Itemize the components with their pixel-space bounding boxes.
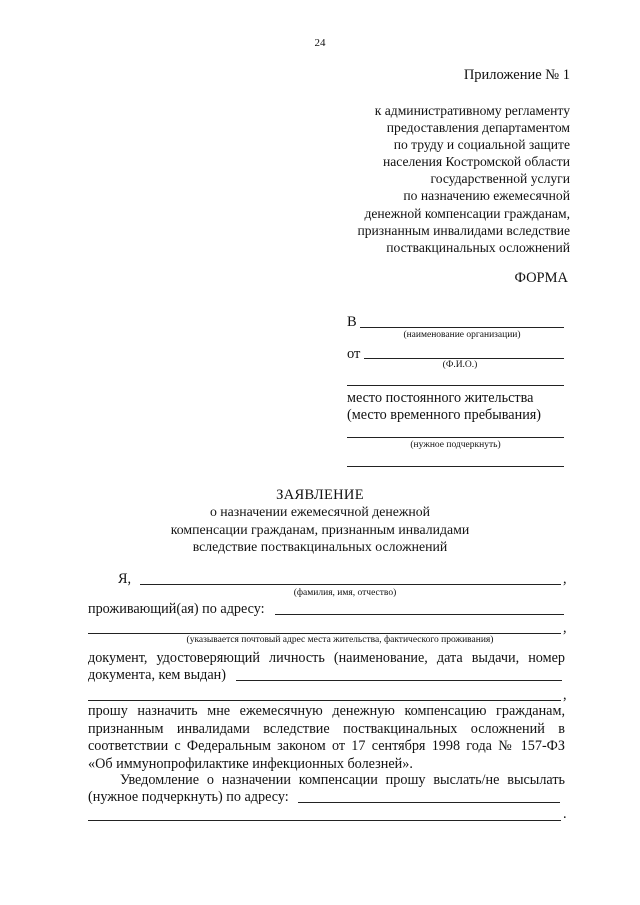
statement-subtitle <box>0 503 640 556</box>
underline-caption: (нужное подчеркнуть) <box>410 440 501 450</box>
from-prefix: от <box>347 346 361 362</box>
subtitle-line: о назначении ежемесячной денежной <box>209 504 431 519</box>
appendix-line: признанным инвалидами вследствие <box>357 222 570 238</box>
form-label: ФОРМА <box>514 270 568 286</box>
i-prefix: Я, <box>118 571 132 587</box>
identity-document-line[interactable] <box>236 680 562 681</box>
statement-title: ЗАЯВЛЕНИЕ <box>276 487 364 503</box>
address-caption: (указывается почтовый адрес места жительства, фактического проживания) <box>186 635 494 645</box>
to-prefix: В <box>347 314 357 330</box>
identity-document-line2: документа, кем выдан) <box>88 667 226 683</box>
appendix-line: по труду и социальной защите <box>393 137 570 153</box>
notification-line2: (нужное подчеркнуть) по адресу: <box>88 789 289 805</box>
appendix-line: поствакцинальных осложнений <box>386 239 570 255</box>
notification-address-line[interactable] <box>298 802 560 803</box>
request-line: соответствии с Федеральным законом от 17 сентября 1998 года № 157-ФЗ <box>88 738 565 754</box>
fio-caption: (Ф.И.О.) <box>442 360 478 370</box>
comma: , <box>563 571 567 587</box>
appendix-reference <box>357 102 570 256</box>
identity-document-line1: документ, удостоверяющий личность (наименование, дата выдачи, номер <box>88 650 565 666</box>
residence-temporary: (место временного пребывания) <box>347 407 542 423</box>
residence-permanent: место постоянного жительства <box>347 390 534 406</box>
period: . <box>563 806 567 822</box>
residence-line[interactable] <box>347 437 564 438</box>
residence-extra-line[interactable] <box>347 466 564 467</box>
identity-document-line-2[interactable] <box>88 700 561 701</box>
appendix-line: по назначению ежемесячной <box>403 188 570 204</box>
appendix-line: к административному регламенту <box>374 103 570 118</box>
appendix-line: предоставления департаментом <box>386 120 570 136</box>
residence-top-line[interactable] <box>347 385 564 386</box>
comma: , <box>563 687 567 703</box>
appendix-line: населения Костромской области <box>382 154 570 170</box>
request-line: «Об иммунопрофилактике инфекционных болезней». <box>88 755 413 772</box>
appendix-line: государственной услуги <box>430 171 570 187</box>
organization-caption: (наименование организации) <box>403 330 521 340</box>
address-label: проживающий(ая) по адресу: <box>88 601 265 617</box>
applicant-name-line[interactable] <box>140 584 561 585</box>
request-line: прошу назначить мне ежемесячную денежную компенсацию гражданам, <box>88 703 565 719</box>
subtitle-line: компенсации гражданам, признанным инвалидами <box>170 521 470 537</box>
notification-line1: Уведомление о назначении компенсации прошу выслать/не высылать <box>120 772 565 788</box>
fio-line[interactable] <box>364 358 564 359</box>
request-line: признанным инвалидами вследствие поствакцинальных осложнений в <box>88 720 565 737</box>
subtitle-line: вследствие поствакцинальных осложнений <box>192 539 448 554</box>
request-paragraph <box>88 703 565 773</box>
address-line-2[interactable] <box>88 633 561 634</box>
organization-line[interactable] <box>360 327 564 328</box>
appendix-title: Приложение № 1 <box>463 67 570 83</box>
appendix-line: денежной компенсации гражданам, <box>364 205 570 221</box>
address-line[interactable] <box>275 614 564 615</box>
comma: , <box>563 620 567 636</box>
page-number: 24 <box>314 37 326 49</box>
notification-address-line-2[interactable] <box>88 820 561 821</box>
fio-full-caption: (фамилия, имя, отчество) <box>293 588 397 598</box>
